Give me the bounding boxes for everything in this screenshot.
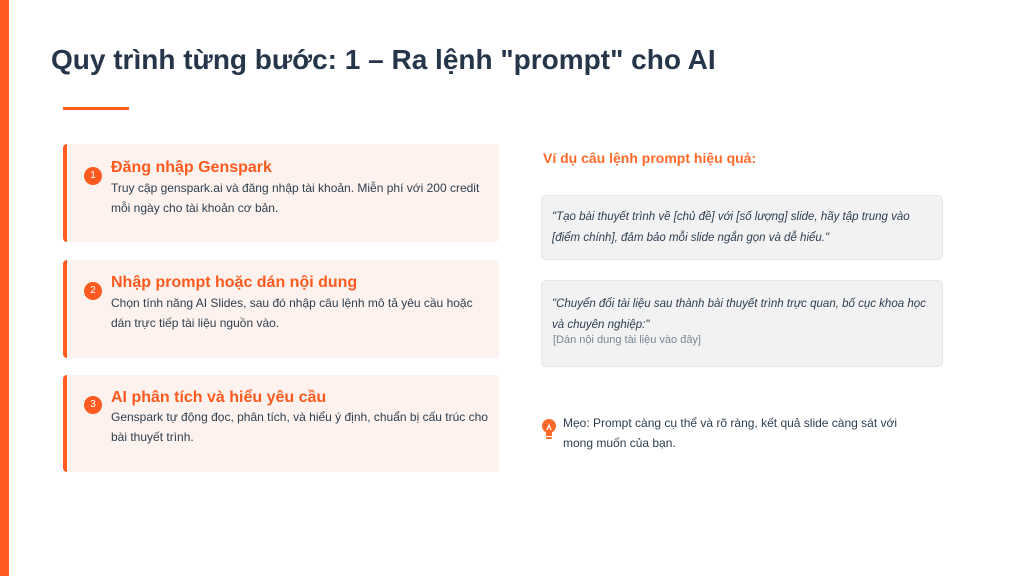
- example-prompt-box-2: [541, 280, 943, 367]
- step-number-badge: 2: [84, 282, 102, 300]
- step-description: Chọn tính năng AI Slides, sau đó nhập câu lệnh mô tả yêu cầu hoặc dán trực tiếp tài liệu nguồn vào.: [111, 296, 473, 330]
- step-card-3: [63, 375, 499, 472]
- step-description: Truy cập genspark.ai và đăng nhập tài khoản. Miễn phí với 200 credit mỗi ngày cho tài khoản cơ bản.: [111, 181, 480, 215]
- step-card-1: [63, 144, 499, 242]
- examples-heading: Ví dụ câu lệnh prompt hiệu quả:: [543, 150, 757, 166]
- example-prompt-quote: "Tạo bài thuyết trình về [chủ đề] với [số lượng] slide, hãy tập trung vào [điểm chính], đảm bảo mỗi slide ngắn gọn và dễ hiểu.": [552, 211, 910, 244]
- step-card-2: [63, 260, 499, 358]
- example-prompt-box-1: [541, 195, 943, 260]
- example-prompt-quote: "Chuyển đổi tài liệu sau thành bài thuyết trình trực quan, bố cục khoa học và chuyên nghiệp:": [552, 298, 926, 331]
- step-title: Đăng nhập Genspark: [111, 159, 272, 176]
- step-description: Genspark tự động đọc, phân tích, và hiểu ý định, chuẩn bị cấu trúc cho bài thuyết trình.: [111, 410, 488, 444]
- lightbulb-icon: [541, 418, 557, 442]
- title-underline: [63, 107, 129, 110]
- slide-title: Quy trình từng bước: 1 – Ra lệnh "prompt" cho AI: [51, 44, 716, 75]
- tip-text: Mẹo: Prompt càng cụ thể và rõ ràng, kết quả slide càng sát với mong muốn của bạn.: [563, 416, 898, 450]
- step-number-badge: 3: [84, 396, 102, 414]
- step-number-badge: 1: [84, 167, 102, 185]
- example-prompt-placeholder: [Dán nội dung tài liệu vào đây]: [553, 334, 701, 346]
- step-title: AI phân tích và hiểu yêu cầu: [111, 389, 327, 406]
- accent-side-bar: [0, 0, 9, 576]
- step-title: Nhập prompt hoặc dán nội dung: [111, 274, 358, 291]
